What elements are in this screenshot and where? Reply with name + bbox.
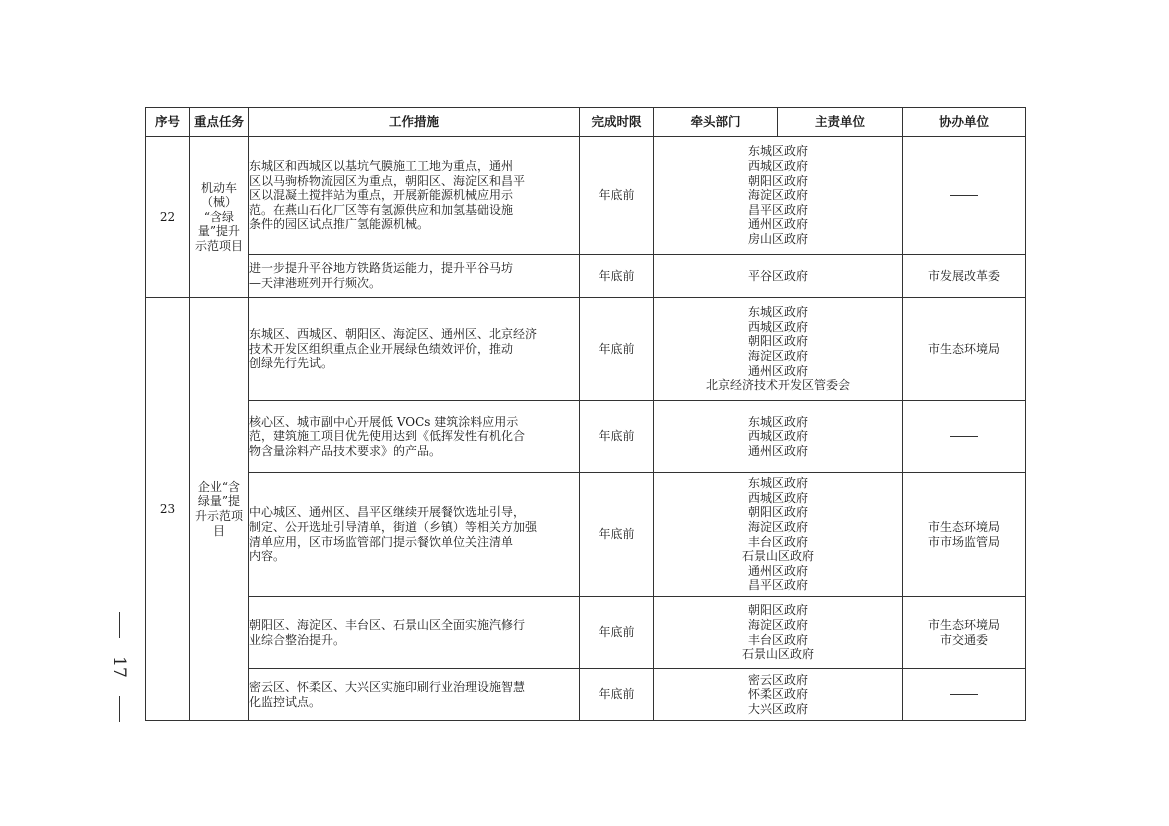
lead-unit-line: 石景山区政府 xyxy=(741,647,814,662)
lead-and-responsible-unit xyxy=(654,255,903,298)
work-measure-line: 创绿先行先试。 xyxy=(249,356,334,371)
lead-unit-line: 东城区政府 xyxy=(747,305,808,320)
lead-unit-line: 通州区政府 xyxy=(747,363,808,378)
assist-unit xyxy=(903,401,1026,473)
work-measure xyxy=(249,597,580,669)
page-number-bar-bottom xyxy=(119,696,120,722)
lead-and-responsible-unit xyxy=(654,137,903,255)
lead-unit-line: 平谷区政府 xyxy=(747,268,808,283)
deadline: 年底前 xyxy=(580,401,654,473)
lead-unit-line: 丰台区政府 xyxy=(747,534,808,549)
task-number: 22 xyxy=(146,137,190,298)
work-measure xyxy=(249,669,580,721)
lead-unit-line: 东城区政府 xyxy=(747,144,808,159)
work-measure-line: 朝阳区、海淀区、丰台区、石景山区全面实施汽修行 xyxy=(249,617,526,632)
lead-unit-line: 西城区政府 xyxy=(747,319,808,334)
deadline: 年底前 xyxy=(580,597,654,669)
key-task xyxy=(190,137,249,298)
assist-unit xyxy=(903,255,1026,298)
table-row xyxy=(146,137,1026,255)
work-measure xyxy=(249,137,580,255)
key-task-line: 绿量”提 xyxy=(197,494,241,509)
work-measure-line: 区以马驹桥物流园区为重点，朝阳区、海淀区和昌平 xyxy=(249,173,526,188)
lead-unit-line: 东城区政府 xyxy=(747,476,808,491)
page-number xyxy=(104,612,134,722)
lead-unit-line: 石景山区政府 xyxy=(741,549,814,564)
dash-symbol xyxy=(950,195,978,196)
assist-unit-line: 市交通委 xyxy=(939,632,988,647)
task-number: 23 xyxy=(146,298,190,721)
lead-unit-line: 丰台区政府 xyxy=(747,632,808,647)
assist-unit-line: 市生态环境局 xyxy=(927,519,1000,534)
lead-and-responsible-unit xyxy=(654,597,903,669)
work-measure-line: 化监控试点。 xyxy=(249,694,322,709)
assist-unit xyxy=(903,669,1026,721)
table-row xyxy=(146,473,1026,597)
key-task-line: （械） xyxy=(200,195,237,210)
lead-and-responsible-unit xyxy=(654,298,903,401)
header-measures: 工作措施 xyxy=(249,108,580,137)
key-task-line: 示范项目 xyxy=(194,238,243,253)
lead-unit-line: 朝阳区政府 xyxy=(747,334,808,349)
deadline: 年底前 xyxy=(580,298,654,401)
lead-unit-line: 朝阳区政府 xyxy=(747,603,808,618)
work-measure-line: 区以混凝土搅拌站为重点，开展新能源机械应用示 xyxy=(249,188,514,203)
lead-unit-line: 北京经济技术开发区管委会 xyxy=(705,378,850,393)
lead-unit-line: 东城区政府 xyxy=(747,414,808,429)
lead-unit-line: 朝阳区政府 xyxy=(747,505,808,520)
work-measure-line: —天津港班列开行频次。 xyxy=(249,276,382,290)
work-measure-line: 东城区和西城区以基坑气膜施工工地为重点，通州 xyxy=(249,159,514,174)
header-task: 重点任务 xyxy=(190,108,249,137)
work-measure-line: 业综合整治提升。 xyxy=(249,632,346,647)
key-task-line: 量”提升 xyxy=(197,224,241,239)
work-measure-line: 条件的园区试点推广氢能源机械。 xyxy=(249,217,430,232)
lead-unit-line: 西城区政府 xyxy=(747,429,808,444)
work-measure-line: 范，建筑施工项目优先使用达到《低挥发性有机化合 xyxy=(249,429,526,444)
assist-unit xyxy=(903,473,1026,597)
work-measure-line: 中心城区、通州区、昌平区继续开展餐饮选址引导， xyxy=(249,505,526,520)
lead-unit-line: 通州区政府 xyxy=(747,217,808,232)
header-assist-unit: 协办单位 xyxy=(903,108,1026,137)
lead-unit-line: 昌平区政府 xyxy=(747,202,808,217)
header-lead-dept: 牵头部门 xyxy=(654,108,778,137)
page-number-bar-top xyxy=(119,612,120,638)
lead-unit-line: 大兴区政府 xyxy=(747,701,808,716)
lead-unit-line: 朝阳区政府 xyxy=(747,173,808,188)
assist-unit xyxy=(903,298,1026,401)
dash-symbol xyxy=(950,436,978,437)
lead-unit-line: 密云区政府 xyxy=(747,672,808,687)
table-row xyxy=(146,298,1026,401)
header-no: 序号 xyxy=(146,108,190,137)
deadline: 年底前 xyxy=(580,255,654,298)
key-task-line: 企业“含 xyxy=(197,479,241,494)
lead-and-responsible-unit xyxy=(654,669,903,721)
work-measure-line: 进一步提升平谷地方铁路货运能力，提升平谷马坊 xyxy=(249,261,514,276)
assist-unit-line: 市生态环境局 xyxy=(927,617,1000,632)
key-task xyxy=(190,298,249,721)
key-task-line: 机动车 xyxy=(200,180,237,195)
lead-and-responsible-unit xyxy=(654,401,903,473)
work-measure xyxy=(249,473,580,597)
key-task-line: 升示范项 xyxy=(194,509,243,523)
lead-unit-line: 通州区政府 xyxy=(747,563,808,578)
assist-unit-line: 市生态环境局 xyxy=(927,341,1000,356)
assist-unit xyxy=(903,137,1026,255)
header-row xyxy=(146,108,1026,137)
table-row xyxy=(146,597,1026,669)
lead-unit-line: 西城区政府 xyxy=(747,159,808,174)
deadline: 年底前 xyxy=(580,473,654,597)
work-measure-line: 东城区、西城区、朝阳区、海淀区、通州区、北京经济 xyxy=(249,327,538,342)
assist-unit xyxy=(903,597,1026,669)
lead-and-responsible-unit xyxy=(654,473,903,597)
work-measure-line: 物含量涂料产品技术要求》的产品。 xyxy=(249,443,442,458)
assist-unit-line: 市发展改革委 xyxy=(927,268,1000,283)
lead-unit-line: 海淀区政府 xyxy=(747,188,808,203)
key-task-line: 目 xyxy=(212,523,225,538)
deadline: 年底前 xyxy=(580,669,654,721)
work-measure-line: 技术开发区组织重点企业开展绿色绩效评价，推动 xyxy=(249,341,514,356)
lead-unit-line: 昌平区政府 xyxy=(747,578,808,593)
page-number-text: 17 xyxy=(108,656,129,678)
header-deadline: 完成时限 xyxy=(580,108,654,137)
table-row xyxy=(146,669,1026,721)
work-measure xyxy=(249,298,580,401)
lead-unit-line: 怀柔区政府 xyxy=(747,687,808,702)
work-measure-line: 内容。 xyxy=(249,549,286,564)
key-task-line: “含绿 xyxy=(203,209,235,224)
work-measure xyxy=(249,255,580,298)
work-measure-line: 制定、公开选址引导清单，街道（乡镇）等相关方加强 xyxy=(249,519,538,534)
lead-unit-line: 海淀区政府 xyxy=(747,349,808,363)
header-responsible-unit: 主责单位 xyxy=(778,108,903,137)
task-table xyxy=(145,107,1026,721)
dash-symbol xyxy=(950,694,978,695)
table-row xyxy=(146,255,1026,298)
work-measure-line: 清单应用，区市场监管部门提示餐饮单位关注清单 xyxy=(249,534,514,549)
work-measure-line: 核心区、城市副中心开展低 VOCs 建筑涂料应用示 xyxy=(249,414,519,429)
work-measure-line: 密云区、怀柔区、大兴区实施印刷行业治理设施智慧 xyxy=(249,679,526,694)
assist-unit-line: 市市场监管局 xyxy=(927,534,1000,549)
work-measure xyxy=(249,401,580,473)
table-row xyxy=(146,401,1026,473)
work-measure-line: 范。在燕山石化厂区等有氢源供应和加氢基础设施 xyxy=(249,202,514,217)
lead-unit-line: 海淀区政府 xyxy=(747,519,808,534)
lead-unit-line: 房山区政府 xyxy=(747,231,808,246)
lead-unit-line: 西城区政府 xyxy=(747,490,808,505)
lead-unit-line: 通州区政府 xyxy=(747,443,808,458)
deadline: 年底前 xyxy=(580,137,654,255)
lead-unit-line: 海淀区政府 xyxy=(747,617,808,632)
